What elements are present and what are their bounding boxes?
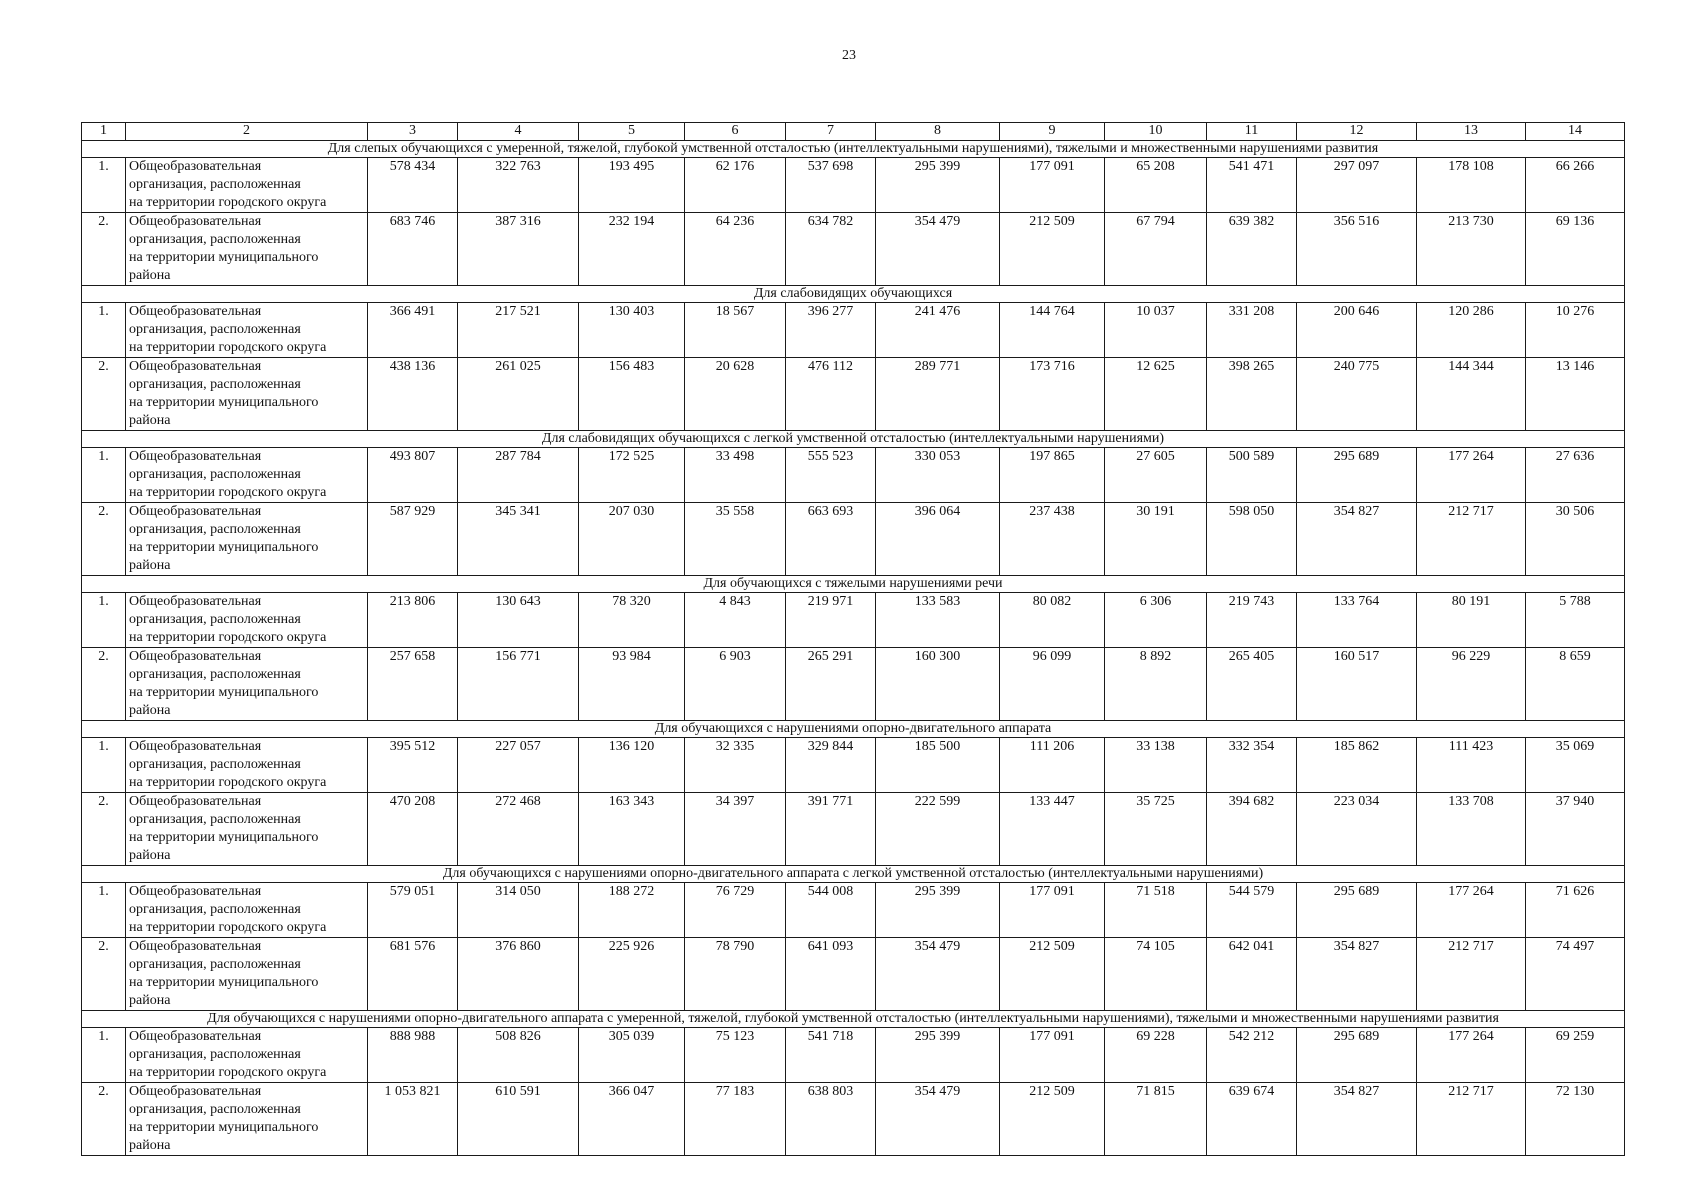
organization-name-line: на территории городского округа [129,195,327,210]
value-cell: 330 053 [876,448,1000,503]
row-number: 2. [82,213,126,286]
organization-name-line: Общеобразовательная [129,939,262,954]
value-cell: 80 191 [1417,593,1526,648]
organization-name-line: района [129,268,171,283]
value-cell: 133 708 [1417,793,1526,866]
value-cell: 18 567 [685,303,786,358]
value-cell: 130 403 [579,303,685,358]
row-number: 1. [82,158,126,213]
value-cell: 295 689 [1297,883,1417,938]
value-cell: 12 625 [1105,358,1207,431]
value-cell: 72 130 [1526,1083,1625,1156]
organization-name [126,738,368,793]
value-cell: 295 689 [1297,1028,1417,1083]
organization-name [126,883,368,938]
section-title: Для слепых обучающихся с умеренной, тяжелой, глубокой умственной отсталостью (интеллектуальными нарушениями), тяжелыми и множественными нарушениями развития [82,141,1625,158]
value-cell: 639 674 [1207,1083,1297,1156]
column-header: 5 [579,123,685,141]
value-cell: 354 479 [876,938,1000,1011]
value-cell: 219 971 [786,593,876,648]
organization-name [126,358,368,431]
value-cell: 544 579 [1207,883,1297,938]
table-row [82,158,1625,213]
value-cell: 160 300 [876,648,1000,721]
organization-name-line: на территории муниципального [129,975,319,990]
value-cell: 438 136 [368,358,458,431]
value-cell: 8 659 [1526,648,1625,721]
organization-name-line: организация, расположенная [129,177,301,192]
value-cell: 1 053 821 [368,1083,458,1156]
organization-name-line: организация, расположенная [129,667,301,682]
value-cell: 69 228 [1105,1028,1207,1083]
value-cell: 133 447 [1000,793,1105,866]
value-cell: 508 826 [458,1028,579,1083]
value-cell: 213 806 [368,593,458,648]
value-cell: 331 208 [1207,303,1297,358]
table-body [82,123,1625,1156]
value-cell: 544 008 [786,883,876,938]
value-cell: 261 025 [458,358,579,431]
row-number: 1. [82,738,126,793]
column-header: 6 [685,123,786,141]
value-cell: 37 940 [1526,793,1625,866]
value-cell: 212 717 [1417,1083,1526,1156]
table-header-row [82,123,1625,141]
organization-name-line: на территории городского округа [129,485,327,500]
value-cell: 5 788 [1526,593,1625,648]
section-title: Для обучающихся с нарушениями опорно-двигательного аппарата с легкой умственной отсталостью (интеллектуальными нарушениями) [82,866,1625,883]
organization-name-line: организация, расположенная [129,232,301,247]
section-header-row [82,576,1625,593]
value-cell: 541 471 [1207,158,1297,213]
value-cell: 476 112 [786,358,876,431]
value-cell: 314 050 [458,883,579,938]
column-header: 1 [82,123,126,141]
organization-name-line: района [129,413,171,428]
value-cell: 332 354 [1207,738,1297,793]
organization-name [126,648,368,721]
row-number: 2. [82,1083,126,1156]
value-cell: 366 047 [579,1083,685,1156]
organization-name-line: организация, расположенная [129,1047,301,1062]
value-cell: 579 051 [368,883,458,938]
row-number: 2. [82,503,126,576]
value-cell: 391 771 [786,793,876,866]
organization-name-line: на территории городского округа [129,920,327,935]
value-cell: 27 636 [1526,448,1625,503]
section-title: Для обучающихся с нарушениями опорно-двигательного аппарата [82,721,1625,738]
column-header: 8 [876,123,1000,141]
value-cell: 80 082 [1000,593,1105,648]
organization-name [126,1083,368,1156]
value-cell: 77 183 [685,1083,786,1156]
value-cell: 541 718 [786,1028,876,1083]
value-cell: 177 264 [1417,883,1526,938]
value-cell: 212 509 [1000,1083,1105,1156]
organization-name-line: Общеобразовательная [129,739,262,754]
row-number: 2. [82,938,126,1011]
value-cell: 213 730 [1417,213,1526,286]
value-cell: 8 892 [1105,648,1207,721]
value-cell: 387 316 [458,213,579,286]
value-cell: 130 643 [458,593,579,648]
value-cell: 395 512 [368,738,458,793]
value-cell: 237 438 [1000,503,1105,576]
row-number: 1. [82,303,126,358]
organization-name [126,158,368,213]
value-cell: 470 208 [368,793,458,866]
organization-name-line: на территории муниципального [129,540,319,555]
organization-name [126,793,368,866]
value-cell: 177 091 [1000,883,1105,938]
table-row [82,503,1625,576]
row-number: 1. [82,448,126,503]
value-cell: 133 764 [1297,593,1417,648]
value-cell: 27 605 [1105,448,1207,503]
cost-table [81,122,1625,1156]
value-cell: 78 320 [579,593,685,648]
value-cell: 366 491 [368,303,458,358]
value-cell: 197 865 [1000,448,1105,503]
organization-name [126,448,368,503]
value-cell: 69 136 [1526,213,1625,286]
organization-name-line: организация, расположенная [129,377,301,392]
value-cell: 295 689 [1297,448,1417,503]
value-cell: 305 039 [579,1028,685,1083]
column-header: 4 [458,123,579,141]
value-cell: 295 399 [876,1028,1000,1083]
table-row [82,448,1625,503]
value-cell: 265 291 [786,648,876,721]
table-row [82,648,1625,721]
column-header: 14 [1526,123,1625,141]
value-cell: 62 176 [685,158,786,213]
value-cell: 10 037 [1105,303,1207,358]
value-cell: 188 272 [579,883,685,938]
value-cell: 396 277 [786,303,876,358]
value-cell: 295 399 [876,158,1000,213]
organization-name-line: Общеобразовательная [129,794,262,809]
value-cell: 396 064 [876,503,1000,576]
row-number: 1. [82,1028,126,1083]
organization-name-line: организация, расположенная [129,812,301,827]
value-cell: 555 523 [786,448,876,503]
value-cell: 207 030 [579,503,685,576]
value-cell: 542 212 [1207,1028,1297,1083]
table-row [82,358,1625,431]
column-header: 3 [368,123,458,141]
value-cell: 13 146 [1526,358,1625,431]
value-cell: 598 050 [1207,503,1297,576]
table-row [82,303,1625,358]
value-cell: 35 725 [1105,793,1207,866]
value-cell: 144 764 [1000,303,1105,358]
organization-name-line: организация, расположенная [129,757,301,772]
section-title: Для слабовидящих обучающихся с легкой умственной отсталостью (интеллектуальными нарушениями) [82,431,1625,448]
value-cell: 96 099 [1000,648,1105,721]
row-number: 2. [82,793,126,866]
value-cell: 35 069 [1526,738,1625,793]
value-cell: 10 276 [1526,303,1625,358]
value-cell: 66 266 [1526,158,1625,213]
column-header: 13 [1417,123,1526,141]
column-header: 9 [1000,123,1105,141]
value-cell: 295 399 [876,883,1000,938]
table-row [82,793,1625,866]
section-title: Для обучающихся с нарушениями опорно-двигательного аппарата с умеренной, тяжелой, глубокой умственной отсталостью (интеллектуальными нарушениями), тяжелыми и множественными нарушениями развития [82,1011,1625,1028]
organization-name [126,938,368,1011]
section-title: Для обучающихся с тяжелыми нарушениями речи [82,576,1625,593]
table-row [82,1028,1625,1083]
organization-name-line: Общеобразовательная [129,214,262,229]
organization-name [126,503,368,576]
value-cell: 641 093 [786,938,876,1011]
organization-name-line: района [129,1138,171,1153]
value-cell: 30 506 [1526,503,1625,576]
organization-name-line: на территории муниципального [129,685,319,700]
value-cell: 160 517 [1297,648,1417,721]
value-cell: 225 926 [579,938,685,1011]
value-cell: 156 771 [458,648,579,721]
value-cell: 75 123 [685,1028,786,1083]
value-cell: 587 929 [368,503,458,576]
section-header-row [82,286,1625,303]
value-cell: 493 807 [368,448,458,503]
value-cell: 241 476 [876,303,1000,358]
organization-name-line: Общеобразовательная [129,884,262,899]
value-cell: 4 843 [685,593,786,648]
value-cell: 354 479 [876,1083,1000,1156]
value-cell: 354 827 [1297,503,1417,576]
row-number: 1. [82,593,126,648]
section-header-row [82,141,1625,158]
organization-name-line: на территории муниципального [129,250,319,265]
value-cell: 33 138 [1105,738,1207,793]
value-cell: 200 646 [1297,303,1417,358]
value-cell: 212 717 [1417,503,1526,576]
value-cell: 33 498 [685,448,786,503]
value-cell: 71 626 [1526,883,1625,938]
value-cell: 133 583 [876,593,1000,648]
organization-name-line: на территории городского округа [129,775,327,790]
value-cell: 120 286 [1417,303,1526,358]
value-cell: 394 682 [1207,793,1297,866]
value-cell: 681 576 [368,938,458,1011]
column-header: 11 [1207,123,1297,141]
column-header: 2 [126,123,368,141]
section-header-row [82,721,1625,738]
value-cell: 193 495 [579,158,685,213]
value-cell: 163 343 [579,793,685,866]
value-cell: 178 108 [1417,158,1526,213]
value-cell: 35 558 [685,503,786,576]
value-cell: 173 716 [1000,358,1105,431]
value-cell: 185 500 [876,738,1000,793]
value-cell: 74 497 [1526,938,1625,1011]
value-cell: 67 794 [1105,213,1207,286]
value-cell: 634 782 [786,213,876,286]
organization-name-line: организация, расположенная [129,902,301,917]
organization-name-line: организация, расположенная [129,612,301,627]
value-cell: 136 120 [579,738,685,793]
value-cell: 354 479 [876,213,1000,286]
value-cell: 212 509 [1000,938,1105,1011]
value-cell: 34 397 [685,793,786,866]
table-row [82,593,1625,648]
value-cell: 93 984 [579,648,685,721]
organization-name-line: на территории муниципального [129,1120,319,1135]
row-number: 2. [82,358,126,431]
organization-name-line: организация, расположенная [129,1102,301,1117]
value-cell: 500 589 [1207,448,1297,503]
value-cell: 265 405 [1207,648,1297,721]
table-row [82,213,1625,286]
organization-name-line: организация, расположенная [129,522,301,537]
value-cell: 64 236 [685,213,786,286]
value-cell: 32 335 [685,738,786,793]
organization-name [126,1028,368,1083]
organization-name-line: на территории городского округа [129,1065,327,1080]
value-cell: 71 518 [1105,883,1207,938]
organization-name-line: организация, расположенная [129,957,301,972]
organization-name-line: района [129,848,171,863]
table-row [82,1083,1625,1156]
value-cell: 345 341 [458,503,579,576]
value-cell: 74 105 [1105,938,1207,1011]
section-header-row [82,431,1625,448]
column-header: 12 [1297,123,1417,141]
value-cell: 6 306 [1105,593,1207,648]
value-cell: 177 264 [1417,448,1526,503]
column-header: 10 [1105,123,1207,141]
organization-name-line: района [129,703,171,718]
organization-name-line: Общеобразовательная [129,304,262,319]
organization-name-line: на территории муниципального [129,830,319,845]
organization-name [126,213,368,286]
value-cell: 639 382 [1207,213,1297,286]
value-cell: 354 827 [1297,938,1417,1011]
column-header: 7 [786,123,876,141]
row-number: 1. [82,883,126,938]
value-cell: 354 827 [1297,1083,1417,1156]
value-cell: 222 599 [876,793,1000,866]
value-cell: 212 717 [1417,938,1526,1011]
value-cell: 177 091 [1000,1028,1105,1083]
organization-name [126,303,368,358]
value-cell: 78 790 [685,938,786,1011]
organization-name-line: Общеобразовательная [129,449,262,464]
value-cell: 642 041 [1207,938,1297,1011]
section-header-row [82,866,1625,883]
organization-name-line: Общеобразовательная [129,359,262,374]
value-cell: 683 746 [368,213,458,286]
value-cell: 289 771 [876,358,1000,431]
value-cell: 96 229 [1417,648,1526,721]
section-title: Для слабовидящих обучающихся [82,286,1625,303]
organization-name-line: Общеобразовательная [129,1084,262,1099]
organization-name-line: района [129,558,171,573]
value-cell: 638 803 [786,1083,876,1156]
value-cell: 219 743 [1207,593,1297,648]
value-cell: 172 525 [579,448,685,503]
value-cell: 663 693 [786,503,876,576]
value-cell: 217 521 [458,303,579,358]
value-cell: 240 775 [1297,358,1417,431]
value-cell: 578 434 [368,158,458,213]
organization-name-line: организация, расположенная [129,322,301,337]
value-cell: 65 208 [1105,158,1207,213]
value-cell: 610 591 [458,1083,579,1156]
value-cell: 223 034 [1297,793,1417,866]
value-cell: 297 097 [1297,158,1417,213]
value-cell: 232 194 [579,213,685,286]
value-cell: 376 860 [458,938,579,1011]
value-cell: 185 862 [1297,738,1417,793]
organization-name-line: на территории городского округа [129,340,327,355]
organization-name [126,593,368,648]
value-cell: 30 191 [1105,503,1207,576]
value-cell: 257 658 [368,648,458,721]
value-cell: 156 483 [579,358,685,431]
organization-name-line: Общеобразовательная [129,159,262,174]
page-number: 23 [842,48,856,63]
value-cell: 287 784 [458,448,579,503]
value-cell: 71 815 [1105,1083,1207,1156]
value-cell: 537 698 [786,158,876,213]
value-cell: 329 844 [786,738,876,793]
value-cell: 888 988 [368,1028,458,1083]
value-cell: 76 729 [685,883,786,938]
value-cell: 212 509 [1000,213,1105,286]
organization-name-line: района [129,993,171,1008]
value-cell: 322 763 [458,158,579,213]
table-row [82,738,1625,793]
section-header-row [82,1011,1625,1028]
value-cell: 272 468 [458,793,579,866]
value-cell: 144 344 [1417,358,1526,431]
value-cell: 177 264 [1417,1028,1526,1083]
organization-name-line: Общеобразовательная [129,504,262,519]
value-cell: 111 423 [1417,738,1526,793]
organization-name-line: Общеобразовательная [129,649,262,664]
organization-name-line: на территории городского округа [129,630,327,645]
value-cell: 111 206 [1000,738,1105,793]
table-row [82,938,1625,1011]
organization-name-line: на территории муниципального [129,395,319,410]
table-row [82,883,1625,938]
value-cell: 398 265 [1207,358,1297,431]
value-cell: 227 057 [458,738,579,793]
value-cell: 20 628 [685,358,786,431]
value-cell: 177 091 [1000,158,1105,213]
value-cell: 69 259 [1526,1028,1625,1083]
organization-name-line: Общеобразовательная [129,1029,262,1044]
row-number: 2. [82,648,126,721]
value-cell: 6 903 [685,648,786,721]
organization-name-line: организация, расположенная [129,467,301,482]
value-cell: 356 516 [1297,213,1417,286]
organization-name-line: Общеобразовательная [129,594,262,609]
